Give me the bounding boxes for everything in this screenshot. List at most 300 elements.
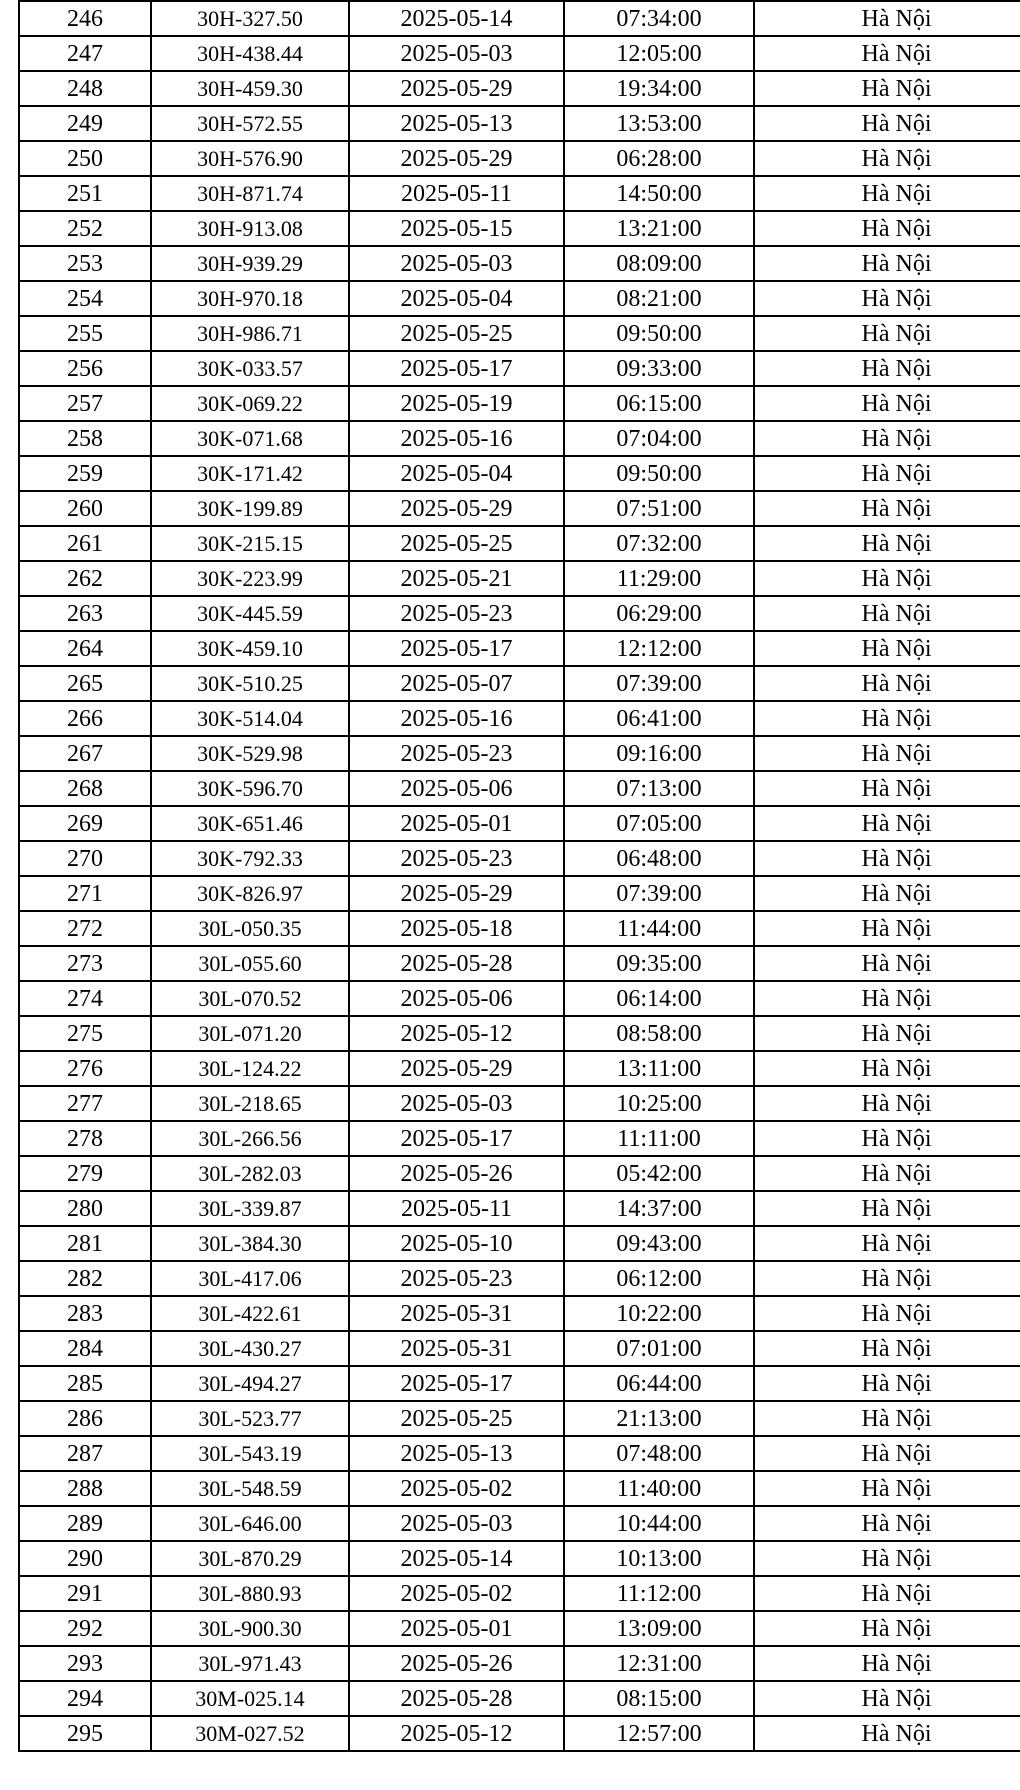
time-cell: 13:21:00 [564,211,754,246]
time-cell: 06:15:00 [564,386,754,421]
date-cell: 2025-05-29 [349,876,564,911]
location-cell: Hà Nội [754,1,1020,36]
time-cell: 10:13:00 [564,1541,754,1576]
license-plate-cell: 30L-494.27 [151,1366,349,1401]
row-number-cell: 255 [19,316,151,351]
table-row [19,841,1020,876]
date-cell: 2025-05-03 [349,246,564,281]
table-row [19,1261,1020,1296]
license-plate-cell: 30H-970.18 [151,281,349,316]
time-cell: 09:50:00 [564,456,754,491]
date-cell: 2025-05-31 [349,1331,564,1366]
row-number-cell: 280 [19,1191,151,1226]
table-row [19,1611,1020,1646]
table-row [19,71,1020,106]
location-cell: Hà Nội [754,1611,1020,1646]
license-plate-cell: 30K-651.46 [151,806,349,841]
license-plate-cell: 30L-417.06 [151,1261,349,1296]
date-cell: 2025-05-04 [349,281,564,316]
location-cell: Hà Nội [754,911,1020,946]
time-cell: 07:32:00 [564,526,754,561]
date-cell: 2025-05-25 [349,1401,564,1436]
time-cell: 06:44:00 [564,1366,754,1401]
table-row [19,1471,1020,1506]
location-cell: Hà Nội [754,1646,1020,1681]
time-cell: 14:50:00 [564,176,754,211]
date-cell: 2025-05-21 [349,561,564,596]
time-cell: 08:21:00 [564,281,754,316]
license-plate-cell: 30L-880.93 [151,1576,349,1611]
table-row [19,1401,1020,1436]
location-cell: Hà Nội [754,1541,1020,1576]
date-cell: 2025-05-16 [349,701,564,736]
license-plate-cell: 30M-027.52 [151,1716,349,1751]
table-row [19,351,1020,386]
date-cell: 2025-05-26 [349,1156,564,1191]
table-row [19,701,1020,736]
table-row [19,666,1020,701]
location-cell: Hà Nội [754,1191,1020,1226]
license-plate-cell: 30L-430.27 [151,1331,349,1366]
location-cell: Hà Nội [754,561,1020,596]
violation-table-body [19,1,1020,1751]
time-cell: 06:29:00 [564,596,754,631]
date-cell: 2025-05-19 [349,386,564,421]
table-row [19,911,1020,946]
row-number-cell: 259 [19,456,151,491]
table-row [19,1296,1020,1331]
date-cell: 2025-05-13 [349,1436,564,1471]
time-cell: 19:34:00 [564,71,754,106]
license-plate-cell: 30L-071.20 [151,1016,349,1051]
table-row [19,1016,1020,1051]
time-cell: 06:41:00 [564,701,754,736]
row-number-cell: 254 [19,281,151,316]
table-row [19,1,1020,36]
time-cell: 07:39:00 [564,666,754,701]
location-cell: Hà Nội [754,981,1020,1016]
time-cell: 11:29:00 [564,561,754,596]
time-cell: 07:01:00 [564,1331,754,1366]
row-number-cell: 279 [19,1156,151,1191]
row-number-cell: 249 [19,106,151,141]
location-cell: Hà Nội [754,1156,1020,1191]
date-cell: 2025-05-17 [349,351,564,386]
date-cell: 2025-05-28 [349,1681,564,1716]
date-cell: 2025-05-29 [349,141,564,176]
row-number-cell: 246 [19,1,151,36]
license-plate-cell: 30K-071.68 [151,421,349,456]
location-cell: Hà Nội [754,1576,1020,1611]
row-number-cell: 282 [19,1261,151,1296]
license-plate-cell: 30L-070.52 [151,981,349,1016]
time-cell: 07:13:00 [564,771,754,806]
time-cell: 05:42:00 [564,1156,754,1191]
time-cell: 13:09:00 [564,1611,754,1646]
license-plate-cell: 30L-218.65 [151,1086,349,1121]
location-cell: Hà Nội [754,1226,1020,1261]
row-number-cell: 294 [19,1681,151,1716]
time-cell: 11:11:00 [564,1121,754,1156]
row-number-cell: 263 [19,596,151,631]
date-cell: 2025-05-02 [349,1576,564,1611]
row-number-cell: 260 [19,491,151,526]
time-cell: 11:44:00 [564,911,754,946]
location-cell: Hà Nội [754,666,1020,701]
license-plate-cell: 30K-445.59 [151,596,349,631]
location-cell: Hà Nội [754,1296,1020,1331]
time-cell: 10:22:00 [564,1296,754,1331]
date-cell: 2025-05-17 [349,1121,564,1156]
location-cell: Hà Nội [754,1506,1020,1541]
time-cell: 10:25:00 [564,1086,754,1121]
location-cell: Hà Nội [754,841,1020,876]
license-plate-cell: 30L-282.03 [151,1156,349,1191]
location-cell: Hà Nội [754,1051,1020,1086]
license-plate-cell: 30K-510.25 [151,666,349,701]
row-number-cell: 264 [19,631,151,666]
row-number-cell: 285 [19,1366,151,1401]
location-cell: Hà Nội [754,316,1020,351]
date-cell: 2025-05-11 [349,1191,564,1226]
date-cell: 2025-05-16 [349,421,564,456]
table-row [19,246,1020,281]
table-row [19,1646,1020,1681]
row-number-cell: 290 [19,1541,151,1576]
date-cell: 2025-05-03 [349,36,564,71]
row-number-cell: 287 [19,1436,151,1471]
row-number-cell: 267 [19,736,151,771]
table-row [19,1681,1020,1716]
location-cell: Hà Nội [754,1121,1020,1156]
date-cell: 2025-05-23 [349,596,564,631]
date-cell: 2025-05-03 [349,1506,564,1541]
row-number-cell: 286 [19,1401,151,1436]
license-plate-cell: 30L-266.56 [151,1121,349,1156]
table-row [19,771,1020,806]
license-plate-cell: 30L-050.35 [151,911,349,946]
time-cell: 09:35:00 [564,946,754,981]
date-cell: 2025-05-28 [349,946,564,981]
license-plate-cell: 30H-438.44 [151,36,349,71]
row-number-cell: 272 [19,911,151,946]
table-row [19,631,1020,666]
row-number-cell: 270 [19,841,151,876]
location-cell: Hà Nội [754,1366,1020,1401]
row-number-cell: 252 [19,211,151,246]
table-row [19,491,1020,526]
time-cell: 07:51:00 [564,491,754,526]
date-cell: 2025-05-18 [349,911,564,946]
row-number-cell: 275 [19,1016,151,1051]
license-plate-cell: 30L-543.19 [151,1436,349,1471]
table-row [19,736,1020,771]
license-plate-cell: 30H-986.71 [151,316,349,351]
time-cell: 11:40:00 [564,1471,754,1506]
date-cell: 2025-05-15 [349,211,564,246]
location-cell: Hà Nội [754,1436,1020,1471]
license-plate-cell: 30L-124.22 [151,1051,349,1086]
table-row [19,1051,1020,1086]
table-row [19,1191,1020,1226]
time-cell: 09:50:00 [564,316,754,351]
row-number-cell: 276 [19,1051,151,1086]
location-cell: Hà Nội [754,526,1020,561]
date-cell: 2025-05-23 [349,736,564,771]
license-plate-cell: 30K-223.99 [151,561,349,596]
location-cell: Hà Nội [754,1086,1020,1121]
row-number-cell: 251 [19,176,151,211]
date-cell: 2025-05-07 [349,666,564,701]
license-plate-cell: 30K-826.97 [151,876,349,911]
location-cell: Hà Nội [754,1016,1020,1051]
time-cell: 11:12:00 [564,1576,754,1611]
row-number-cell: 258 [19,421,151,456]
row-number-cell: 257 [19,386,151,421]
license-plate-cell: 30K-199.89 [151,491,349,526]
table-row [19,386,1020,421]
location-cell: Hà Nội [754,36,1020,71]
table-row [19,421,1020,456]
date-cell: 2025-05-06 [349,771,564,806]
location-cell: Hà Nội [754,421,1020,456]
license-plate-cell: 30H-913.08 [151,211,349,246]
location-cell: Hà Nội [754,211,1020,246]
row-number-cell: 273 [19,946,151,981]
license-plate-cell: 30H-327.50 [151,1,349,36]
date-cell: 2025-05-11 [349,176,564,211]
date-cell: 2025-05-23 [349,1261,564,1296]
location-cell: Hà Nội [754,71,1020,106]
row-number-cell: 269 [19,806,151,841]
license-plate-cell: 30L-548.59 [151,1471,349,1506]
location-cell: Hà Nội [754,1716,1020,1751]
row-number-cell: 284 [19,1331,151,1366]
table-row [19,1436,1020,1471]
date-cell: 2025-05-25 [349,526,564,561]
row-number-cell: 265 [19,666,151,701]
license-plate-cell: 30K-069.22 [151,386,349,421]
time-cell: 08:58:00 [564,1016,754,1051]
row-number-cell: 266 [19,701,151,736]
date-cell: 2025-05-12 [349,1716,564,1751]
row-number-cell: 261 [19,526,151,561]
license-plate-cell: 30H-871.74 [151,176,349,211]
license-plate-cell: 30K-215.15 [151,526,349,561]
date-cell: 2025-05-12 [349,1016,564,1051]
time-cell: 07:05:00 [564,806,754,841]
time-cell: 07:34:00 [564,1,754,36]
time-cell: 07:39:00 [564,876,754,911]
table-row [19,36,1020,71]
date-cell: 2025-05-02 [349,1471,564,1506]
license-plate-cell: 30H-459.30 [151,71,349,106]
location-cell: Hà Nội [754,806,1020,841]
time-cell: 14:37:00 [564,1191,754,1226]
time-cell: 07:04:00 [564,421,754,456]
license-plate-cell: 30K-529.98 [151,736,349,771]
location-cell: Hà Nội [754,631,1020,666]
row-number-cell: 283 [19,1296,151,1331]
row-number-cell: 289 [19,1506,151,1541]
date-cell: 2025-05-17 [349,631,564,666]
date-cell: 2025-05-03 [349,1086,564,1121]
location-cell: Hà Nội [754,701,1020,736]
location-cell: Hà Nội [754,176,1020,211]
location-cell: Hà Nội [754,386,1020,421]
license-plate-cell: 30L-384.30 [151,1226,349,1261]
date-cell: 2025-05-26 [349,1646,564,1681]
time-cell: 12:12:00 [564,631,754,666]
date-cell: 2025-05-10 [349,1226,564,1261]
date-cell: 2025-05-29 [349,491,564,526]
location-cell: Hà Nội [754,876,1020,911]
location-cell: Hà Nội [754,771,1020,806]
location-cell: Hà Nội [754,281,1020,316]
table-row [19,141,1020,176]
time-cell: 09:16:00 [564,736,754,771]
row-number-cell: 250 [19,141,151,176]
license-plate-cell: 30H-939.29 [151,246,349,281]
violation-table [18,0,1020,1752]
date-cell: 2025-05-25 [349,316,564,351]
table-row [19,806,1020,841]
license-plate-cell: 30H-576.90 [151,141,349,176]
time-cell: 08:09:00 [564,246,754,281]
table-row [19,596,1020,631]
table-row [19,1331,1020,1366]
table-row [19,1086,1020,1121]
location-cell: Hà Nội [754,1261,1020,1296]
date-cell: 2025-05-13 [349,106,564,141]
location-cell: Hà Nội [754,596,1020,631]
license-plate-cell: 30H-572.55 [151,106,349,141]
date-cell: 2025-05-14 [349,1,564,36]
license-plate-cell: 30L-971.43 [151,1646,349,1681]
row-number-cell: 262 [19,561,151,596]
table-row [19,1506,1020,1541]
table-row [19,981,1020,1016]
license-plate-cell: 30K-033.57 [151,351,349,386]
location-cell: Hà Nội [754,456,1020,491]
time-cell: 12:05:00 [564,36,754,71]
row-number-cell: 277 [19,1086,151,1121]
table-row [19,526,1020,561]
row-number-cell: 293 [19,1646,151,1681]
table-row [19,456,1020,491]
date-cell: 2025-05-14 [349,1541,564,1576]
license-plate-cell: 30L-523.77 [151,1401,349,1436]
time-cell: 06:14:00 [564,981,754,1016]
table-row [19,1366,1020,1401]
table-row [19,1156,1020,1191]
table-row [19,1716,1020,1751]
date-cell: 2025-05-29 [349,1051,564,1086]
row-number-cell: 281 [19,1226,151,1261]
table-row [19,1121,1020,1156]
table-row [19,281,1020,316]
license-plate-cell: 30L-646.00 [151,1506,349,1541]
location-cell: Hà Nội [754,246,1020,281]
time-cell: 06:12:00 [564,1261,754,1296]
table-row [19,211,1020,246]
table-row [19,1541,1020,1576]
table-row [19,561,1020,596]
license-plate-cell: 30L-055.60 [151,946,349,981]
time-cell: 09:33:00 [564,351,754,386]
row-number-cell: 268 [19,771,151,806]
license-plate-cell: 30K-792.33 [151,841,349,876]
date-cell: 2025-05-06 [349,981,564,1016]
table-row [19,946,1020,981]
row-number-cell: 274 [19,981,151,1016]
license-plate-cell: 30L-339.87 [151,1191,349,1226]
date-cell: 2025-05-01 [349,1611,564,1646]
time-cell: 13:53:00 [564,106,754,141]
license-plate-cell: 30M-025.14 [151,1681,349,1716]
row-number-cell: 278 [19,1121,151,1156]
time-cell: 07:48:00 [564,1436,754,1471]
time-cell: 12:57:00 [564,1716,754,1751]
license-plate-cell: 30K-514.04 [151,701,349,736]
table-row [19,1226,1020,1261]
date-cell: 2025-05-29 [349,71,564,106]
row-number-cell: 288 [19,1471,151,1506]
license-plate-cell: 30K-596.70 [151,771,349,806]
row-number-cell: 247 [19,36,151,71]
row-number-cell: 292 [19,1611,151,1646]
table-row [19,876,1020,911]
table-row [19,1576,1020,1611]
row-number-cell: 295 [19,1716,151,1751]
row-number-cell: 291 [19,1576,151,1611]
location-cell: Hà Nội [754,141,1020,176]
table-row [19,176,1020,211]
location-cell: Hà Nội [754,351,1020,386]
time-cell: 08:15:00 [564,1681,754,1716]
location-cell: Hà Nội [754,1471,1020,1506]
license-plate-cell: 30K-459.10 [151,631,349,666]
row-number-cell: 253 [19,246,151,281]
date-cell: 2025-05-17 [349,1366,564,1401]
license-plate-cell: 30K-171.42 [151,456,349,491]
time-cell: 06:28:00 [564,141,754,176]
location-cell: Hà Nội [754,1331,1020,1366]
location-cell: Hà Nội [754,1401,1020,1436]
location-cell: Hà Nội [754,946,1020,981]
time-cell: 13:11:00 [564,1051,754,1086]
license-plate-cell: 30L-900.30 [151,1611,349,1646]
time-cell: 10:44:00 [564,1506,754,1541]
time-cell: 21:13:00 [564,1401,754,1436]
row-number-cell: 271 [19,876,151,911]
location-cell: Hà Nội [754,1681,1020,1716]
date-cell: 2025-05-04 [349,456,564,491]
location-cell: Hà Nội [754,491,1020,526]
row-number-cell: 256 [19,351,151,386]
location-cell: Hà Nội [754,736,1020,771]
time-cell: 09:43:00 [564,1226,754,1261]
row-number-cell: 248 [19,71,151,106]
time-cell: 06:48:00 [564,841,754,876]
location-cell: Hà Nội [754,106,1020,141]
date-cell: 2025-05-23 [349,841,564,876]
table-row [19,316,1020,351]
license-plate-cell: 30L-422.61 [151,1296,349,1331]
license-plate-cell: 30L-870.29 [151,1541,349,1576]
table-row [19,106,1020,141]
date-cell: 2025-05-31 [349,1296,564,1331]
